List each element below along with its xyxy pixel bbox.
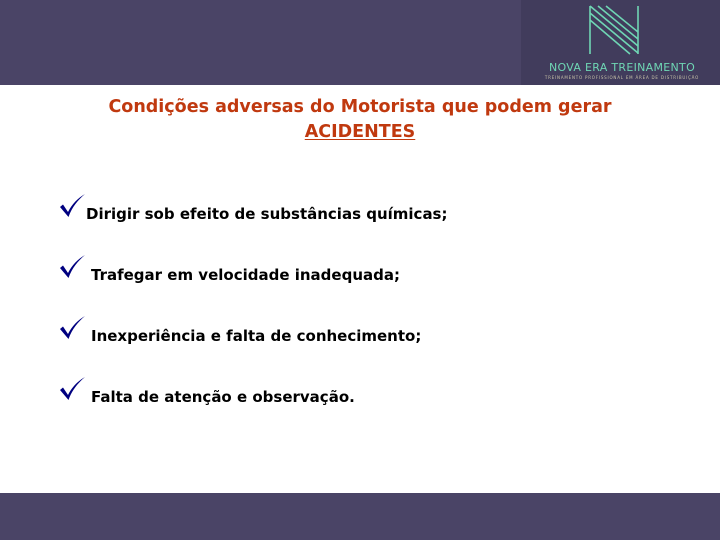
check-icon [58, 254, 86, 280]
list-item [58, 376, 448, 437]
bullet-text: Trafegar em velocidade inadequada; [91, 266, 400, 284]
title-accent: ACIDENTES [304, 122, 416, 142]
check-icon [58, 193, 86, 219]
slide-title [40, 95, 680, 145]
check-icon [58, 376, 86, 402]
check-icon [58, 315, 86, 341]
title-line-1: Condições adversas do Motorista que podem gerar [108, 97, 612, 117]
list-item [58, 315, 448, 376]
company-logo [521, 0, 720, 85]
bullet-text: Falta de atenção e observação. [91, 388, 355, 406]
list-item [58, 193, 448, 254]
logo-name: NOVA ERA TREINAMENTO [548, 61, 696, 74]
n-monogram-logo-icon [586, 4, 642, 56]
footer-band [0, 493, 720, 540]
list-item [58, 254, 448, 315]
logo-tagline: TREINAMENTO PROFISSIONAL EM ÁREA DE DISTRIBUIÇÃO [544, 75, 700, 80]
bullet-text: Inexperiência e falta de conhecimento; [91, 327, 422, 345]
bullet-list [58, 193, 448, 437]
bullet-text: Dirigir sob efeito de substâncias químicas; [86, 205, 448, 223]
